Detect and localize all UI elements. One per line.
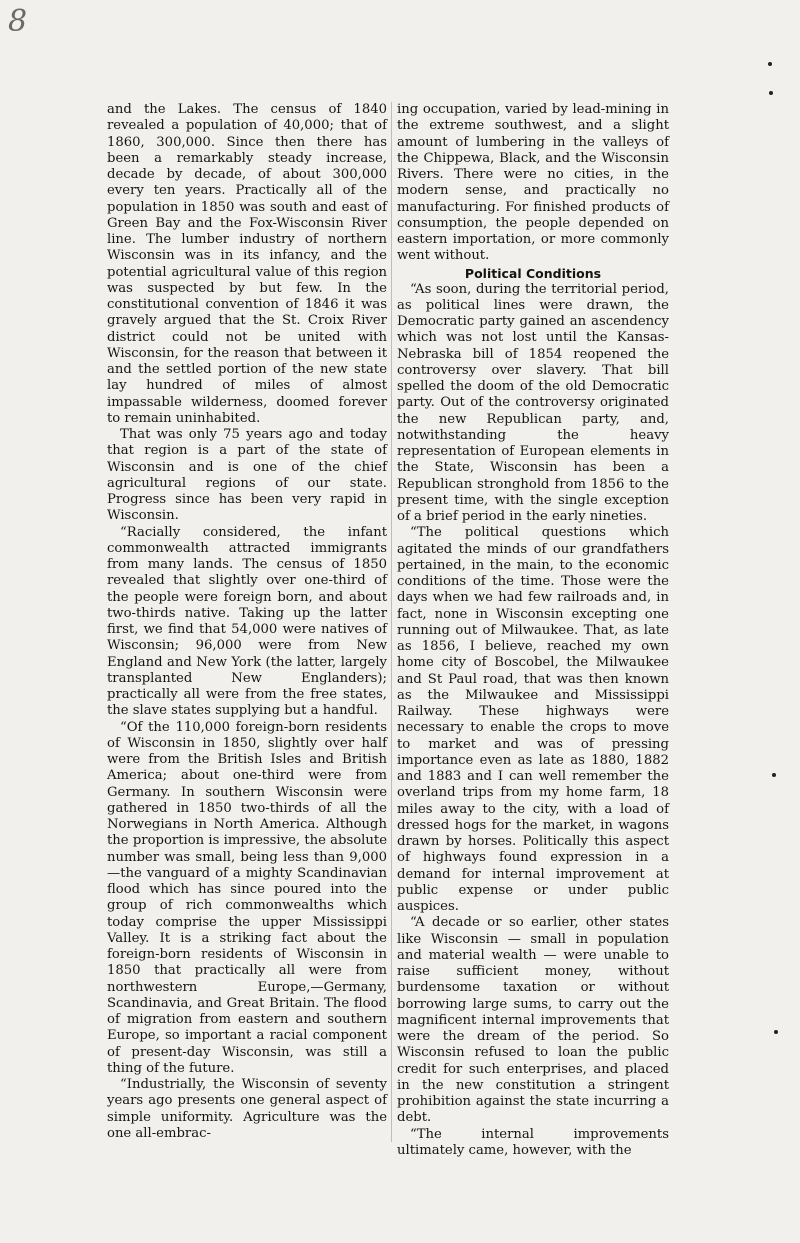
scan-speck <box>774 1030 778 1034</box>
page-number: 8 <box>8 4 28 39</box>
right-paragraph-5: “The internal improvements ultimately came, however, with the <box>397 1126 669 1158</box>
column-divider <box>391 102 392 1142</box>
scan-speck <box>772 773 776 777</box>
right-paragraph-4: “A decade or so earlier, other states like Wisconsin — small in population and material wealth — were unable to raise sufficient money, without burdensome taxation or without borrowing large sums, to carry out the magnificent internal improvements that were the dream of the period. So Wisconsin refused to loan the public credit for such enterprises, and placed in the new constitution a stringent prohibition against the state incurring a debt. <box>397 915 669 1126</box>
right-paragraph-3: “The political questions which agitated the minds of our grandfathers pertained, in the main, to the economic conditions of the time. Those were the days when we had few railroads and, in fact, none in Wisconsin excepting one running out of Milwaukee. That, as late as 1856, I believe, reached my own home city of Boscobel, the Milwaukee and St Paul road, that was then known as the Milwaukee and Mississippi Railway. These highways were necessary to enable the crops to move to market and was of pressing importance even as late as 1880, 1882 and 1883 and I can well remember the overland trips from my home farm, 18 miles away to the city, with a load of dressed hogs for the market, in wagons drawn by horses. Politically this aspect of highways found expression in a demand for internal improvement at public expense or under public auspices. <box>397 525 669 914</box>
right-paragraph-2: “As soon, during the territorial period, as political lines were drawn, the Democratic party gained an ascendency which was not lost until the Kansas-Nebraska bill of 1854 reopened the controversy over slavery. That bill spelled the doom of the old Democratic party. Out of the controversy originated the new Republican party, and, notwithstanding the heavy representation of European elements in the State, Wisconsin has been a Republican stronghold from 1856 to the present time, with the single exception of a brief period in the early nineties. <box>397 281 669 524</box>
left-paragraph-2: That was only 75 years ago and today that region is a part of the state of Wisconsin and is one of the chief agricultural regions of our state. Progress since has been very rapid in Wisconsin. <box>107 427 387 524</box>
left-column <box>107 102 387 1142</box>
left-paragraph-5: “Industrially, the Wisconsin of seventy years ago presents one general aspect of simple uniformity. Agriculture was the one all-embrac- <box>107 1077 387 1141</box>
left-paragraph-3: “Racially considered, the infant commonwealth attracted immigrants from many lands. The census of 1850 revealed that slightly over one-third of the people were foreign born, and about two-thirds native. Taking up the latter first, we find that 54,000 were natives of Wisconsin; 96,000 were from New England and New York (the latter, largely transplanted New Englanders); practically all were from the free states, the slave states supplying but a handful. <box>107 524 387 719</box>
right-paragraph-1: ing occupation, varied by lead-mining in the extreme southwest, and a slight amount of lumbering in the valleys of the Chippewa, Black, and the Wisconsin Rivers. There were no cities, in the modern sense, and practically no manufacturing. For finished products of consumption, the people depended on eastern importation, or more commonly went without. <box>397 102 669 264</box>
scan-speck <box>768 62 772 66</box>
left-paragraph-4: “Of the 110,000 foreign-born residents of Wisconsin in 1850, slightly over half were from the British Isles and British America; about one-third were from Germany. In southern Wisconsin were gathered in 1850 two-thirds of all the Norwegians in North America. Although the proportion is impressive, the absolute number was small, being less than 9,000—the vanguard of a mighty Scandinavian flood which has since poured into the group of rich commonwealths which today comprise the upper Mississippi Valley. It is a striking fact about the foreign-born residents of Wisconsin in 1850 that practically all were from northwestern Europe,—Germany, Scandinavia, and Great Britain. The flood of migration from eastern and southern Europe, so important a racial component of present-day Wisconsin, was still a thing of the future. <box>107 719 387 1076</box>
right-column <box>397 102 669 1159</box>
left-paragraph-1: and the Lakes. The census of 1840 revealed a population of 40,000; that of 1860, 300,000. Since then there has been a remarkably steady increase, decade by decade, of about 300,000 every ten years. Practically all of the population in 1850 was south and east of Green Bay and the Fox-Wisconsin River line. The lumber industry of northern Wisconsin was in its infancy, and the potential agricultural value of this region was suspected by but few. In the constitutional convention of 1846 it was gravely argued that the St. Croix River district could not be united with Wisconsin, for the reason that between it and the settled portion of the new state lay hundred of miles of almost impassable wilderness, doomed forever to remain uninhabited. <box>107 102 387 426</box>
scan-speck <box>769 91 773 95</box>
section-heading: Political Conditions <box>464 265 602 281</box>
